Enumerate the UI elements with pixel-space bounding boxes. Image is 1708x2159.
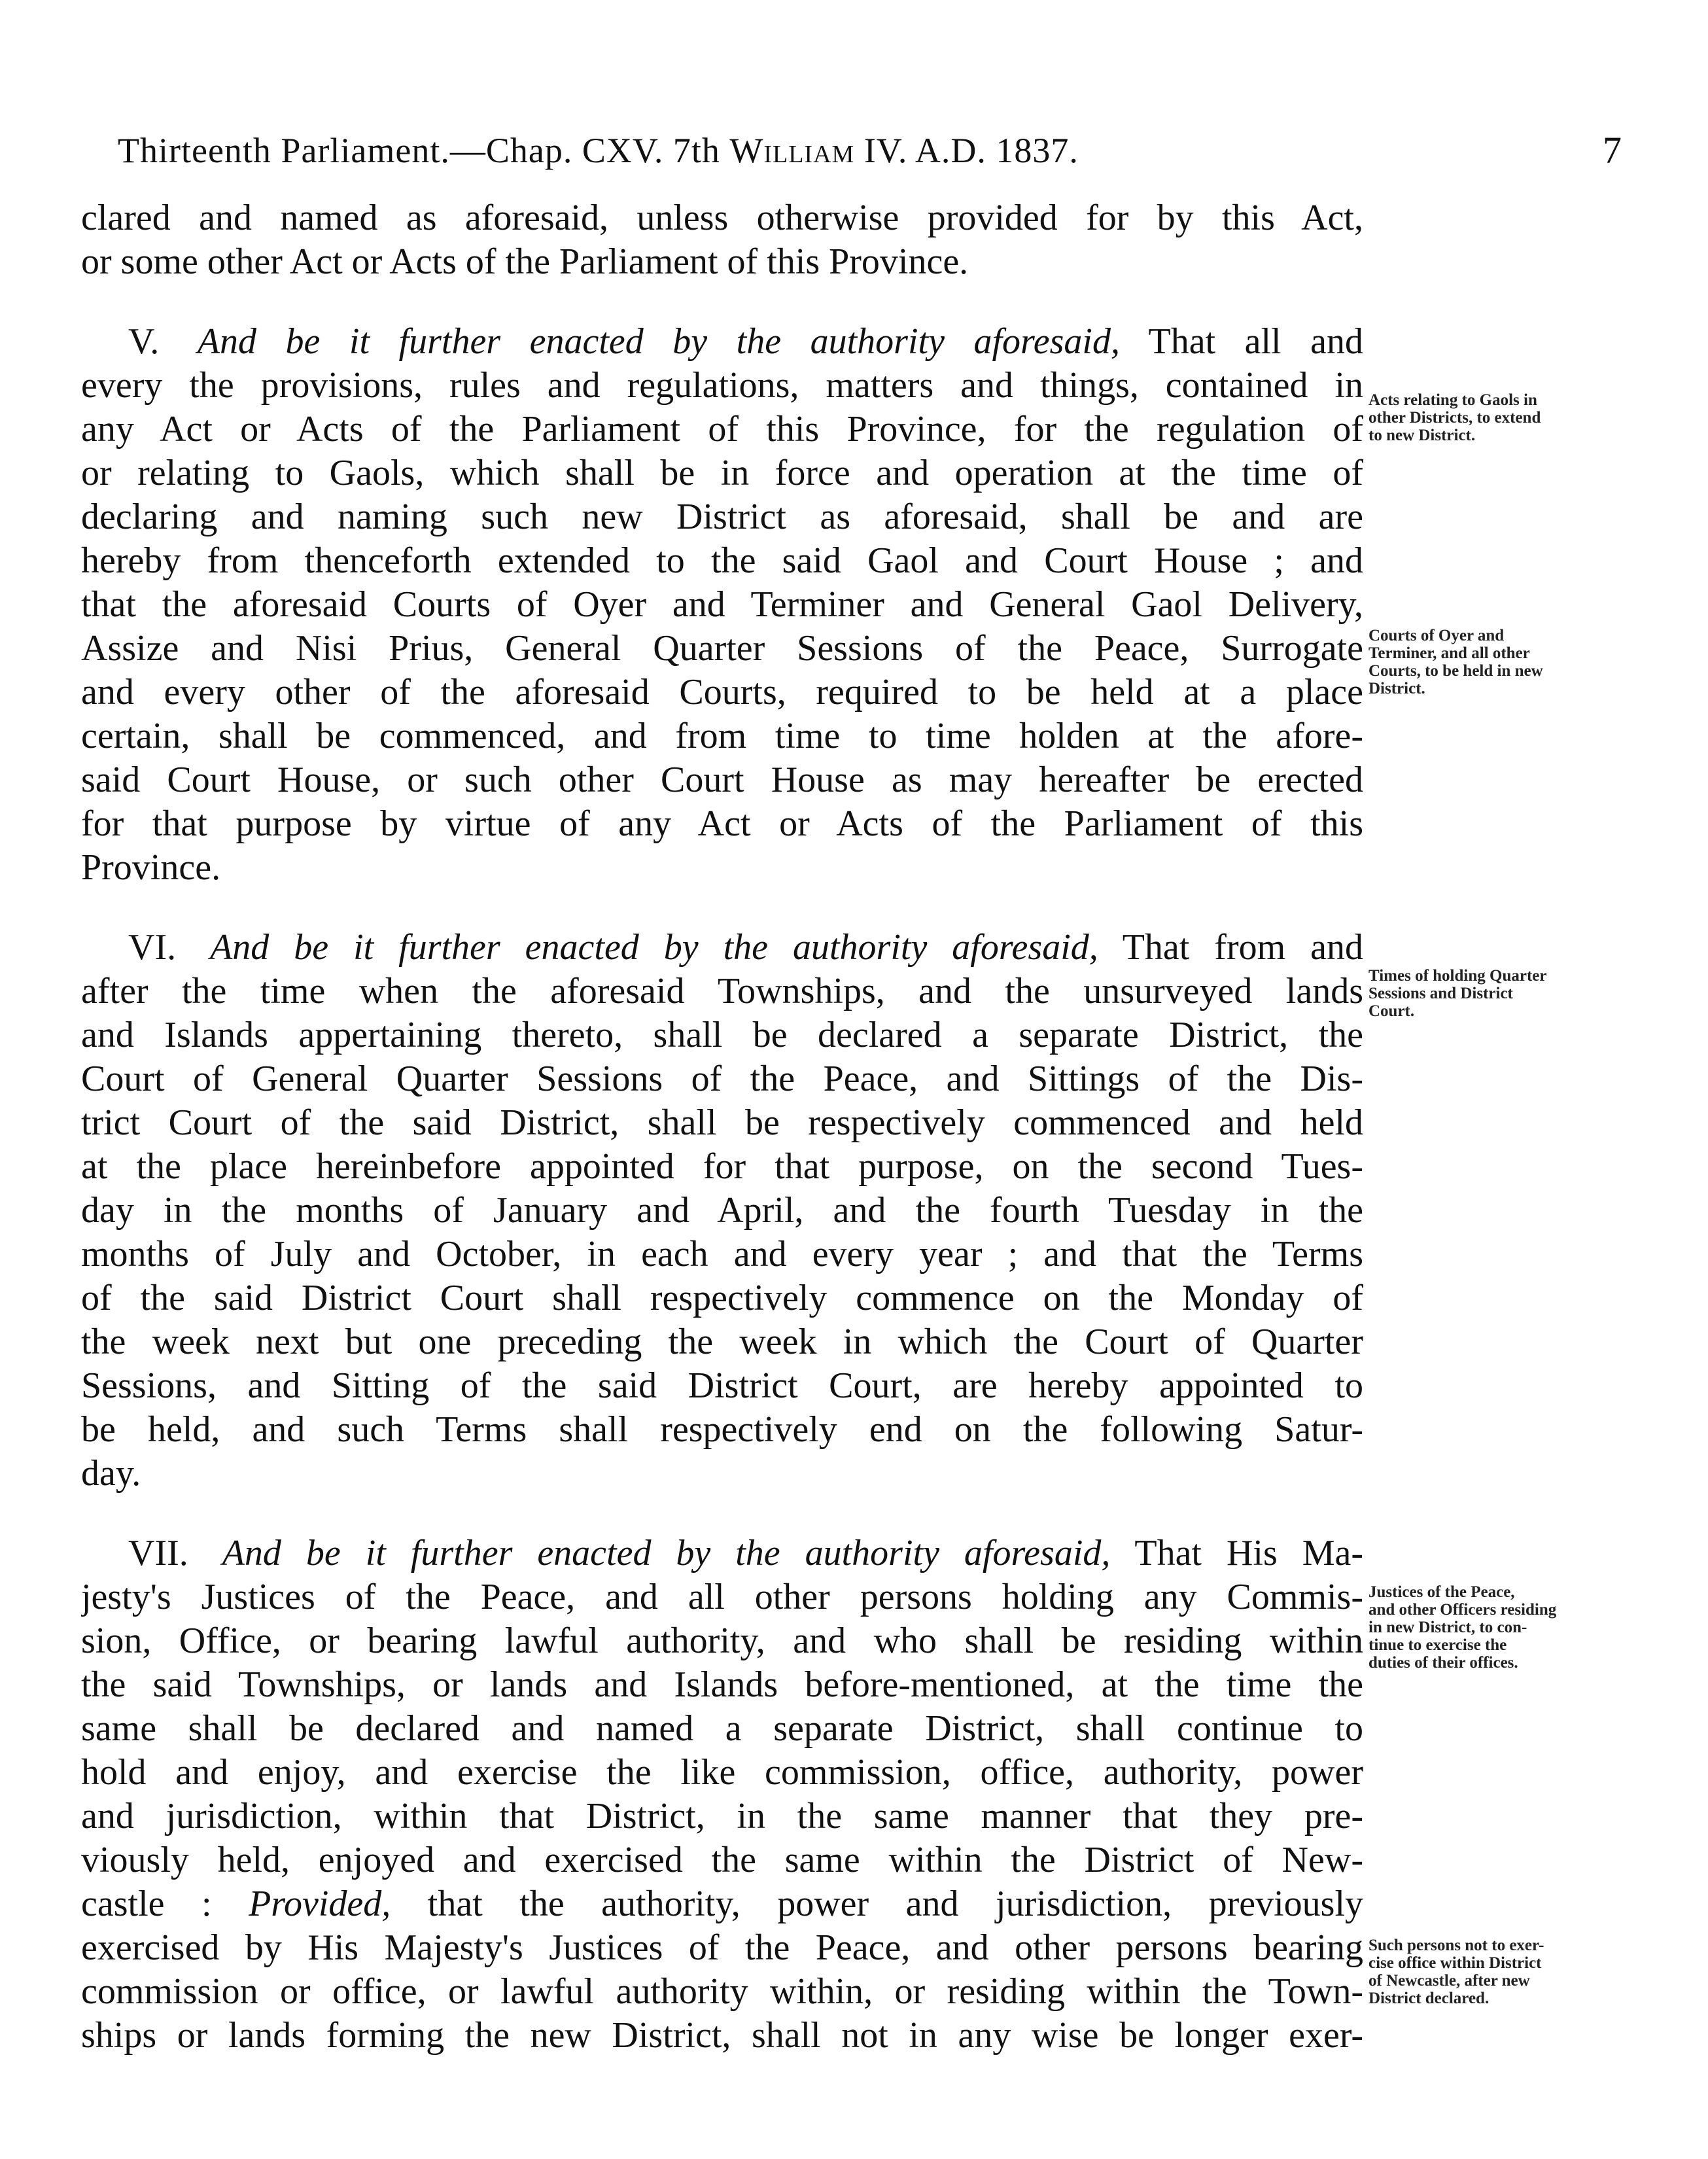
text-line: every the provisions, rules and regulations, matters and things, contained in xyxy=(81,365,1363,406)
header-title-suffix: IV. A.D. 1837. xyxy=(863,131,1079,170)
section-first-line: VI. And be it further enacted by the authority aforesaid, That from and xyxy=(128,927,1363,968)
text-line: same shall be declared and named a separate District, shall continue to xyxy=(81,1708,1363,1749)
text-line: day in the months of January and April, and the fourth Tuesday in the xyxy=(81,1190,1363,1231)
text-line: be held, and such Terms shall respectively end on the following Satur- xyxy=(81,1409,1363,1450)
section-number: VII. xyxy=(128,1533,188,1573)
enacting-clause: And be it further enacted by the authority aforesaid, xyxy=(197,321,1120,362)
section-vii xyxy=(81,1532,1363,2058)
text-line: for that purpose by virtue of any Act or Acts of the Parliament of this xyxy=(81,803,1363,844)
section-vi xyxy=(81,926,1363,1496)
section-first-line: V. And be it further enacted by the authority aforesaid, That all and xyxy=(128,321,1363,362)
text-line: and jurisdiction, within that District, in the same manner that they pre- xyxy=(81,1796,1363,1836)
text-line: of the said District Court shall respectively commence on the Monday of xyxy=(81,1278,1363,1318)
enacting-clause: And be it further enacted by the authority aforesaid, xyxy=(222,1533,1111,1573)
text-line: Assize and Nisi Prius, General Quarter Sessions of the Peace, Surrogate xyxy=(81,628,1363,669)
margin-note-quarter-sessions: Times of holding Quarter Sessions and District Court. xyxy=(1368,967,1547,1020)
text-line: that the aforesaid Courts of Oyer and Terminer and General Gaol Delivery, xyxy=(81,584,1363,625)
text-line: said Court House, or such other Court House as may hereafter be erected xyxy=(81,760,1363,800)
text-line: ships or lands forming the new District, shall not in any wise be longer exer- xyxy=(81,2015,1363,2056)
text-line: Province. xyxy=(81,847,221,888)
section-number: V. xyxy=(128,321,160,362)
margin-note-courts: Courts of Oyer and Terminer, and all other Courts, to be held in new District. xyxy=(1368,627,1543,697)
text-line: or relating to Gaols, which shall be in force and operation at the time of xyxy=(81,453,1363,493)
text-line: any Act or Acts of the Parliament of this Province, for the regulation of xyxy=(81,409,1363,449)
proviso-line: castle : Provided, that the authority, power and jurisdiction, previously xyxy=(81,1884,1363,1924)
margin-note-gaols: Acts relating to Gaols in other Districts, to extend to new District. xyxy=(1368,391,1541,444)
text-line: after the time when the aforesaid Townships, and the unsurveyed lands xyxy=(81,971,1363,1011)
text-line: the said Townships, or lands and Islands before-mentioned, at the time the xyxy=(81,1664,1363,1705)
text-line: the week next but one preceding the week in which the Court of Quarter xyxy=(81,1322,1363,1362)
header-title xyxy=(118,124,1079,177)
statute-text xyxy=(81,196,1363,2058)
text-line: hereby from thenceforth extended to the said Gaol and Court House ; and xyxy=(81,540,1363,581)
text-line: sion, Office, or bearing lawful authority, and who shall be residing within xyxy=(81,1621,1363,1661)
text-line: viously held, enjoyed and exercised the same within the District of New- xyxy=(81,1840,1363,1880)
enacting-clause: And be it further enacted by the authority aforesaid, xyxy=(210,927,1098,968)
text-line: commission or office, or lawful authority within, or residing within the Town- xyxy=(81,1971,1363,2012)
text-line: Sessions, and Sitting of the said District Court, are hereby appointed to xyxy=(81,1365,1363,1406)
text-line: or some other Act or Acts of the Parliament of this Province. xyxy=(81,241,969,282)
text-line: declaring and naming such new District as aforesaid, shall be and are xyxy=(81,497,1363,537)
section-v xyxy=(81,320,1363,890)
margin-note-justices: Justices of the Peace, and other Officers residing in new District, to con- tinue to exercise the duties of their offices. xyxy=(1368,1583,1557,1672)
text-line: Court of General Quarter Sessions of the Peace, and Sittings of the Dis- xyxy=(81,1059,1363,1099)
text-line: trict Court of the said District, shall be respectively commenced and held xyxy=(81,1102,1363,1143)
section-number: VI. xyxy=(128,927,177,968)
running-header xyxy=(118,124,1622,177)
text-line: and every other of the aforesaid Courts, required to be held at a place xyxy=(81,672,1363,712)
text-line: hold and enjoy, and exercise the like commission, office, authority, power xyxy=(81,1752,1363,1793)
text-line: day. xyxy=(81,1453,141,1494)
margin-note-such-persons: Such persons not to exer- cise office within District of Newcastle, after new District declared. xyxy=(1368,1937,1544,2007)
text-line: months of July and October, in each and every year ; and that the Terms xyxy=(81,1234,1363,1274)
section-first-line: VII. And be it further enacted by the authority aforesaid, That His Ma- xyxy=(128,1533,1363,1573)
proviso-word: Provided, xyxy=(249,1884,391,1924)
text-line: and Islands appertaining thereto, shall be declared a separate District, the xyxy=(81,1015,1363,1055)
page-number: 7 xyxy=(1603,129,1622,171)
text-line: clared and named as aforesaid, unless otherwise provided for by this Act, xyxy=(81,198,1363,238)
header-title-smallcaps: William xyxy=(729,131,855,170)
header-title-prefix: Thirteenth Parliament.—Chap. CXV. 7th xyxy=(118,131,720,170)
text-line: jesty's Justices of the Peace, and all other persons holding any Commis- xyxy=(81,1577,1363,1617)
text-line: exercised by His Majesty's Justices of the Peace, and other persons bearing xyxy=(81,1927,1363,1968)
text-line: at the place hereinbefore appointed for that purpose, on the second Tues- xyxy=(81,1146,1363,1187)
text-line: certain, shall be commenced, and from time to time holden at the afore- xyxy=(81,716,1363,756)
